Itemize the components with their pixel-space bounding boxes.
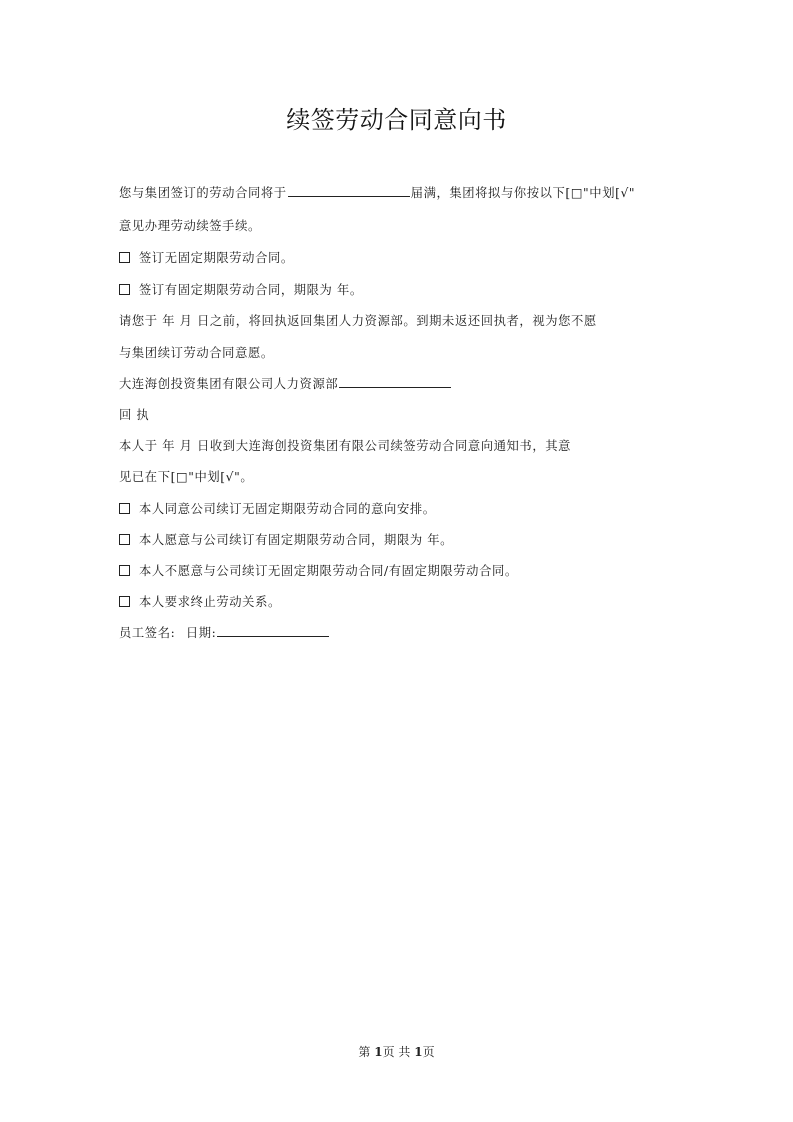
date-label: 日期: [185,626,217,640]
page-suffix: 页 [422,1045,435,1059]
receipt-option-4-label: 本人要求终止劳动关系。 [139,595,281,609]
notice-line-1-tail: 届满，集团将拟与你按以下[□"中划[√" [410,186,636,200]
date-blank[interactable] [217,626,329,637]
notice-line-3: 请您于 年 月 日之前，将回执返回集团人力资源部。到期未返还回执者，视为您不愿 [119,314,597,328]
checkbox-icon[interactable] [119,596,130,607]
receipt-option-3-label: 本人不愿意与公司续订无固定期限劳动合同/有固定期限劳动合同。 [139,564,518,578]
checkbox-icon[interactable] [119,534,130,545]
page-mid: 页 共 [382,1045,415,1059]
page-footer [0,1043,793,1060]
notice-line-1 [119,185,635,201]
receipt-option-4 [119,594,281,610]
issuer-signature-blank[interactable] [339,377,451,388]
checkbox-icon[interactable] [119,565,130,576]
receipt-option-1-label: 本人同意公司续订无固定期限劳动合同的意向安排。 [139,502,436,516]
notice-line-2: 意见办理劳动续签手续。 [119,219,261,233]
receipt-line-2: 见已在下[□"中划[√"。 [119,470,254,484]
receipt-line-1: 本人于 年 月 日收到大连海创投资集团有限公司续签劳动合同意向通知书，其意 [119,439,572,453]
checkbox-icon[interactable] [119,284,130,295]
notice-option-1-label: 签订无固定期限劳动合同。 [139,251,294,265]
issuer-name: 大连海创投资集团有限公司人力资源部 [119,377,339,391]
checkbox-icon[interactable] [119,503,130,514]
expiry-date-blank[interactable] [288,186,410,197]
receipt-option-2-label: 本人愿意与公司续订有固定期限劳动合同，期限为 年。 [139,533,454,547]
page-prefix: 第 [358,1045,371,1059]
receipt-option-3 [119,563,518,579]
notice-line-1-text: 您与集团签订的劳动合同将于 [119,186,287,200]
page-current: 1 [374,1045,383,1059]
signature-label: 员工签名: [119,626,176,640]
issuer-line [119,376,452,392]
notice-line-4: 与集团续订劳动合同意愿。 [119,346,274,360]
page-total: 1 [414,1045,423,1059]
receipt-heading: 回 执 [119,408,150,422]
receipt-option-2 [119,532,453,548]
receipt-option-1 [119,501,436,517]
notice-option-2 [119,282,363,298]
notice-option-1 [119,250,294,266]
document-title: 续签劳动合同意向书 [286,106,507,134]
signature-line [119,625,330,641]
notice-option-2-label: 签订有固定期限劳动合同，期限为 年。 [139,283,363,297]
checkbox-icon[interactable] [119,252,130,263]
